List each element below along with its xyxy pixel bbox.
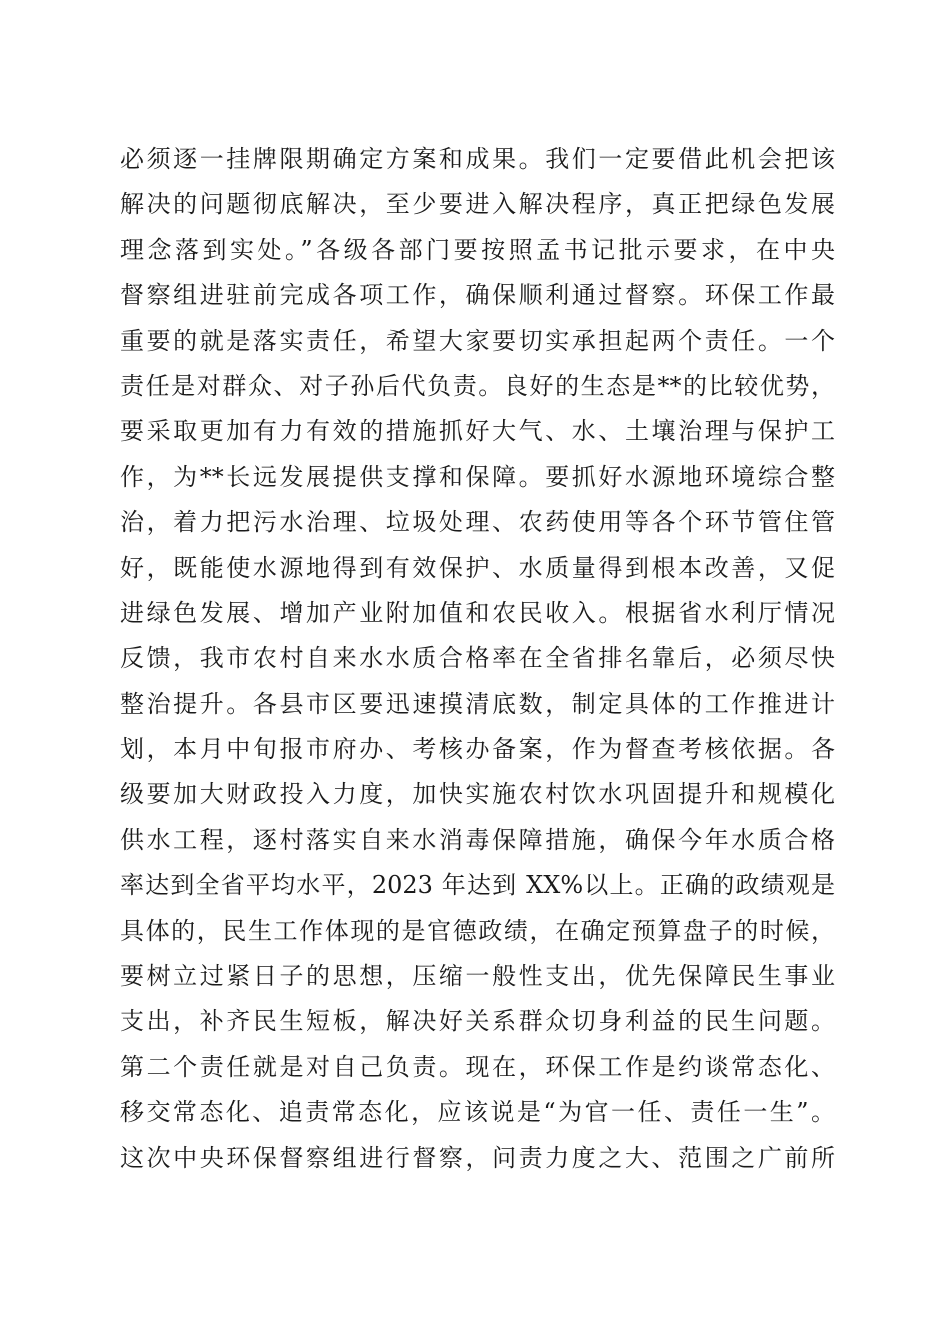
- text-line: 作，为**长远发展提供支撑和保障。要抓好水源地环境综合整: [120, 462, 835, 491]
- text-line: 第二个责任就是对自己负责。现在，环保工作是约谈常态化、: [120, 1052, 835, 1081]
- text-line: 好，既能使水源地得到有效保护、水质量得到根本改善，又促: [120, 553, 835, 582]
- text-line: 具体的，民生工作体现的是官德政绩，在确定预算盘子的时候，: [120, 916, 835, 945]
- text-line: 重要的就是落实责任，希望大家要切实承担起两个责任。一个: [120, 326, 835, 355]
- text-line: 督察组进驻前完成各项工作，确保顺利通过督察。环保工作最: [120, 281, 835, 310]
- text-line: 划，本月中旬报市府办、考核办备案，作为督查考核依据。各: [120, 735, 835, 764]
- text-line: 要树立过紧日子的思想，压缩一般性支出，优先保障民生事业: [120, 962, 835, 991]
- text-line: 级要加大财政投入力度，加快实施农村饮水巩固提升和规模化: [120, 780, 835, 809]
- text-line: 理念落到实处。”各级各部门要按照孟书记批示要求，在中央: [120, 235, 835, 264]
- text-line: 要采取更加有力有效的措施抓好大气、水、土壤治理与保护工: [120, 417, 835, 446]
- text-line: 必须逐一挂牌限期确定方案和成果。我们一定要借此机会把该: [120, 145, 835, 173]
- text-line: 责任是对群众、对子孙后代负责。良好的生态是**的比较优势，: [120, 371, 835, 400]
- text-line: 反馈，我市农村自来水水质合格率在全省排名靠后，必须尽快: [120, 644, 835, 673]
- text-line: 率达到全省平均水平，2023 年达到 XX%以上。正确的政绩观是: [120, 871, 835, 900]
- text-line: 整治提升。各县市区要迅速摸清底数，制定具体的工作推进计: [120, 689, 835, 718]
- text-line: 治，着力把污水治理、垃圾处理、农药使用等各个环节管住管: [120, 508, 835, 537]
- text-line: 移交常态化、追责常态化，应该说是“为官一任、责任一生”。: [120, 1098, 835, 1127]
- text-line: 进绿色发展、增加产业附加值和农民收入。根据省水利厅情况: [120, 598, 835, 627]
- text-line: 解决的问题彻底解决，至少要进入解决程序，真正把绿色发展: [120, 190, 835, 219]
- text-line: 支出，补齐民生短板，解决好关系群众切身利益的民生问题。: [120, 1007, 835, 1036]
- text-line: 供水工程，逐村落实自来水消毒保障措施，确保今年水质合格: [120, 825, 835, 854]
- body-text: [120, 137, 835, 1181]
- text-line: 这次中央环保督察组进行督察，问责力度之大、范围之广前所: [120, 1143, 835, 1172]
